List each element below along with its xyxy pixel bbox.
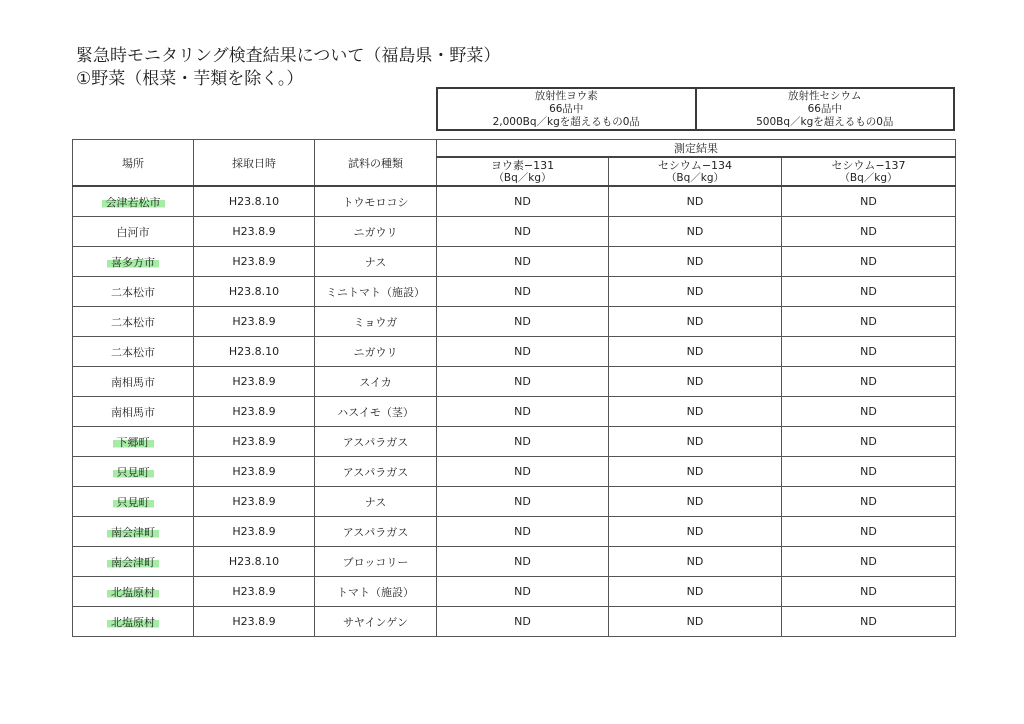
table-row [73, 217, 956, 247]
cesium-summary-label: 放射性セシウム [788, 89, 862, 102]
table-row [73, 277, 956, 307]
cell-date: H23.8.9 [194, 307, 315, 337]
cell-cs134: ND [609, 517, 782, 547]
cell-i131: ND [437, 517, 609, 547]
header-cs134-label: セシウム−134 [657, 158, 733, 172]
cell-cs137: ND [782, 367, 956, 397]
cell-cs137: ND [782, 186, 956, 217]
cell-place [73, 517, 194, 547]
cell-date: H23.8.10 [194, 277, 315, 307]
cell-sample: サヤインゲン [315, 607, 437, 637]
cell-cs137: ND [782, 397, 956, 427]
summary-box [436, 87, 955, 131]
cell-i131: ND [437, 427, 609, 457]
cell-date: H23.8.9 [194, 487, 315, 517]
cell-i131: ND [437, 577, 609, 607]
header-i131-label: ヨウ素−131 [490, 158, 555, 172]
cell-i131: ND [437, 547, 609, 577]
header-cs134-unit: （Bq／kg） [665, 171, 725, 184]
header-cs137-unit: （Bq／kg） [839, 171, 898, 184]
cell-sample: ハスイモ（茎） [315, 397, 437, 427]
header-i131 [437, 157, 609, 186]
cell-cs134: ND [609, 277, 782, 307]
place-text: 下郷町 [113, 436, 154, 449]
table-row [73, 607, 956, 637]
place-text: 二本松市 [111, 315, 155, 329]
table-row [73, 247, 956, 277]
cesium-summary [695, 89, 954, 129]
cell-cs134: ND [609, 487, 782, 517]
cell-date: H23.8.9 [194, 247, 315, 277]
header-cs137 [782, 157, 956, 186]
cell-sample: ナス [315, 247, 437, 277]
cell-i131: ND [437, 487, 609, 517]
table-row [73, 427, 956, 457]
cell-place [73, 607, 194, 637]
cell-sample: ナス [315, 487, 437, 517]
cell-cs134: ND [609, 397, 782, 427]
cell-date: H23.8.9 [194, 517, 315, 547]
cell-i131: ND [437, 607, 609, 637]
cell-i131: ND [437, 367, 609, 397]
place-text: 南会津町 [107, 526, 159, 539]
header-cs137-label: セシウム−137 [831, 158, 906, 172]
cell-i131: ND [437, 186, 609, 217]
cell-place [73, 217, 194, 247]
cell-cs137: ND [782, 307, 956, 337]
place-text: 南相馬市 [111, 405, 155, 419]
cell-cs137: ND [782, 427, 956, 457]
cell-sample: ニガウリ [315, 217, 437, 247]
cell-cs134: ND [609, 307, 782, 337]
header-results: 測定結果 [437, 140, 956, 158]
cell-date: H23.8.9 [194, 397, 315, 427]
table-row [73, 337, 956, 367]
cell-cs134: ND [609, 457, 782, 487]
page-subtitle: ①野菜（根菜・芋類を除く。） [76, 69, 304, 89]
cell-place [73, 307, 194, 337]
results-table [72, 139, 956, 637]
cell-date: H23.8.10 [194, 337, 315, 367]
cell-cs137: ND [782, 487, 956, 517]
iodine-summary-count: 66品中 [549, 102, 584, 115]
cell-cs134: ND [609, 367, 782, 397]
cell-i131: ND [437, 247, 609, 277]
table-row [73, 577, 956, 607]
cell-cs137: ND [782, 277, 956, 307]
cesium-summary-note: 500Bq／kgを超えるもの0品 [756, 115, 894, 128]
cell-cs137: ND [782, 337, 956, 367]
cell-date: H23.8.10 [194, 547, 315, 577]
cell-date: H23.8.10 [194, 186, 315, 217]
cell-sample: アスパラガス [315, 457, 437, 487]
cell-date: H23.8.9 [194, 367, 315, 397]
cell-sample: アスパラガス [315, 517, 437, 547]
cell-place [73, 337, 194, 367]
page-title: 緊急時モニタリング検査結果について（福島県・野菜） [76, 46, 501, 66]
cell-sample: スイカ [315, 367, 437, 397]
cell-place [73, 277, 194, 307]
iodine-summary [438, 89, 695, 129]
cell-i131: ND [437, 277, 609, 307]
cell-place [73, 397, 194, 427]
cell-date: H23.8.9 [194, 457, 315, 487]
cell-sample: ミョウガ [315, 307, 437, 337]
cell-sample: アスパラガス [315, 427, 437, 457]
cell-sample: トウモロコシ [315, 186, 437, 217]
cell-place [73, 367, 194, 397]
cell-date: H23.8.9 [194, 607, 315, 637]
table-row [73, 307, 956, 337]
cell-sample: ニガウリ [315, 337, 437, 367]
place-text: 北塩原村 [107, 586, 159, 599]
cesium-summary-count: 66品中 [807, 102, 842, 115]
header-place: 場所 [73, 140, 194, 187]
place-text: 会津若松市 [102, 196, 165, 209]
cell-i131: ND [437, 397, 609, 427]
cell-place [73, 577, 194, 607]
cell-place [73, 247, 194, 277]
cell-date: H23.8.9 [194, 427, 315, 457]
cell-date: H23.8.9 [194, 217, 315, 247]
iodine-summary-label: 放射性ヨウ素 [534, 89, 598, 102]
table-row [73, 397, 956, 427]
place-text: 喜多方市 [107, 256, 159, 269]
header-sample: 試料の種類 [315, 140, 437, 187]
cell-cs134: ND [609, 186, 782, 217]
table-row [73, 547, 956, 577]
place-text: 只見町 [113, 466, 154, 479]
table-row [73, 457, 956, 487]
cell-cs134: ND [609, 607, 782, 637]
cell-i131: ND [437, 337, 609, 367]
place-text: 南会津町 [107, 556, 159, 569]
cell-cs134: ND [609, 247, 782, 277]
cell-cs134: ND [609, 337, 782, 367]
cell-date: H23.8.9 [194, 577, 315, 607]
table-row [73, 487, 956, 517]
place-text: 二本松市 [111, 345, 155, 359]
header-date: 採取日時 [194, 140, 315, 187]
cell-cs137: ND [782, 217, 956, 247]
place-text: 白河市 [116, 225, 150, 239]
cell-cs137: ND [782, 457, 956, 487]
table-row [73, 367, 956, 397]
cell-place [73, 427, 194, 457]
place-text: 南相馬市 [111, 375, 155, 389]
cell-cs134: ND [609, 217, 782, 247]
cell-cs137: ND [782, 577, 956, 607]
place-text: 北塩原村 [107, 616, 159, 629]
cell-cs137: ND [782, 547, 956, 577]
cell-sample: ブロッコリー [315, 547, 437, 577]
cell-place [73, 547, 194, 577]
header-cs134 [609, 157, 782, 186]
cell-place [73, 487, 194, 517]
cell-place [73, 186, 194, 217]
cell-cs134: ND [609, 427, 782, 457]
cell-i131: ND [437, 217, 609, 247]
cell-place [73, 457, 194, 487]
cell-cs137: ND [782, 247, 956, 277]
cell-i131: ND [437, 457, 609, 487]
header-i131-unit: （Bq／kg） [493, 171, 552, 184]
cell-cs137: ND [782, 607, 956, 637]
table-row [73, 517, 956, 547]
cell-sample: ミニトマト（施設） [315, 277, 437, 307]
place-text: 二本松市 [111, 285, 155, 299]
cell-cs134: ND [609, 577, 782, 607]
cell-cs137: ND [782, 517, 956, 547]
cell-i131: ND [437, 307, 609, 337]
cell-sample: トマト（施設） [315, 577, 437, 607]
table-row [73, 186, 956, 217]
place-text: 只見町 [113, 496, 154, 509]
cell-cs134: ND [609, 547, 782, 577]
iodine-summary-note: 2,000Bq／kgを超えるもの0品 [492, 115, 640, 128]
